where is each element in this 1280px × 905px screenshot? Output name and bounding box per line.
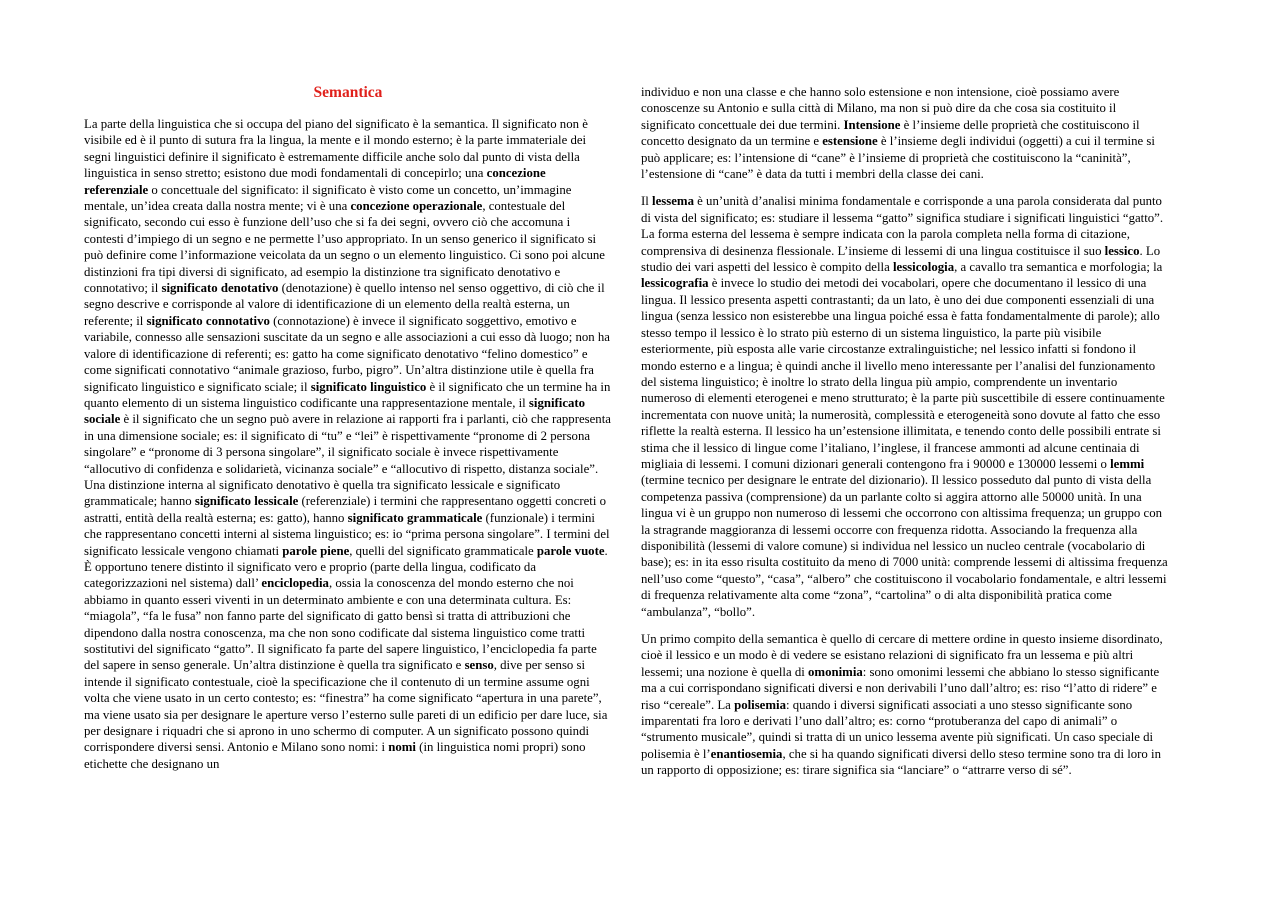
paragraph xyxy=(84,116,612,772)
bold-term: senso xyxy=(464,658,494,673)
bold-term: nomi xyxy=(388,740,416,755)
left-column-body xyxy=(84,116,612,772)
text-run: , ossia la conoscenza del mondo esterno che noi abbiamo in quanto esseri viventi in un determinato ambiente e con una determinata cultura. Es: “miagola”, “fa le fusa” non fanno parte del significato di gatto bensì si tratta di attribuzioni che dipendono dalla nostra conoscenza, ma che non sono codificate dal sistema linguistico come tratti sostitutivi del significato “gatto”. Il significato fa parte del sapere linguistico, l’enciclopedia fa parte del sapere in senso generale. Un’altra distinzione è quella tra significato e xyxy=(84,576,597,673)
text-run: : quando i diversi significati associati a uno stesso significante sono imparentati fra loro e derivati l’uno dall’altro; es: corno “protuberanza del capo di animali” o “strumento musicale”, quindi si tratta di un unico lessema avente più significati. Un caso speciale di polisemia è l’ xyxy=(641,697,1154,761)
bold-term: significato connotativo xyxy=(146,313,270,328)
bold-term: parole vuote xyxy=(536,543,605,558)
bold-term: significato linguistico xyxy=(310,379,427,394)
right-column-body xyxy=(641,84,1169,779)
text-run: , a cavallo tra semantica e morfologia; la xyxy=(954,260,1163,275)
text-run: , quelli del significato grammaticale xyxy=(349,543,537,558)
text-run: è l’insieme delle proprietà che costituiscono il concetto designato da un termine e xyxy=(641,117,1140,149)
text-run: , dive per senso si intende il significato contestuale, cioè la specificazione che il contenuto di un termine assume ogni volta che viene usato in un certo contesto; es: “finestra” ha come significato “apertura in una parete”, ma viene usato sia per designare le aperture verso l’esterno sulle pareti di un edificio per dare luce, sia per designare i riquadri che si aprono in uno schermo di computer. A un significato possono quindi corrispondere diversi sensi. Antonio e Milano sono nomi: i xyxy=(84,658,608,755)
bold-term: enciclopedia xyxy=(261,576,329,591)
bold-term: polisemia xyxy=(734,697,786,712)
text-run: è il significato che un termine ha in quanto elemento di un sistema linguistico codificante una rappresentazione mentale, il xyxy=(84,379,611,410)
bold-term: parole piene xyxy=(282,543,350,558)
bold-term: omonimia xyxy=(808,664,863,679)
bold-term: lessicografia xyxy=(641,276,709,291)
bold-term: significato sociale xyxy=(84,395,586,427)
bold-term: concezione referenziale xyxy=(84,166,546,197)
text-run: (connotazione) è invece il significato soggettivo, emotivo e variabile, connesso alle sensazioni suscitate da un segno e alle associazioni a cui esso dà luogo; non ha valore di identificazione di referenti; es: gatto ha come significato denotativo “felino domestico” e come significati connotativo “animale grazioso, furbo, pigro”. Un’altra distinzione utile è quella fra significato linguistico e significato sciale; il xyxy=(84,313,610,394)
page-title: Semantica xyxy=(313,84,383,101)
bold-term: significato lessicale xyxy=(194,494,299,509)
bold-term: lessicologia xyxy=(892,260,955,275)
bold-term: concezione operazionale xyxy=(350,199,483,214)
text-run: o concettuale del significato: il significato è visto come un concetto, un’immagine mentale, un’idea creata dalla nostra mente; vi è una xyxy=(84,182,572,214)
text-run: è l’insieme degli individui (oggetti) a cui il termine si può applicare; es: l’intensione di “cane” è l’insieme di proprietà che costituiscono la “caninità”, l’estensione di “cane” è data da tutti i membri della classe dei cani. xyxy=(641,134,1155,182)
bold-term: lessema xyxy=(652,194,694,209)
text-run: è il significato che un segno può avere in relazione ai rapporti fra i parlanti, ciò che rappresenta in una dimensione sociale; es: il significato di “tu” e “lei” è rispettivamente “pronome di 2 persona singolare” e “pronome di 3 persona singolare”, il significato sociale è invece rispettivamente “allocutivo di confidenza e solidarietà, vicinanza sociale” e “allocutivo di rispetto, distanza sociale”. Una distinzione interna al significato denotativo è quella tra significato lessicale e significato grammaticale; hanno xyxy=(84,412,611,509)
right-column xyxy=(641,84,1169,790)
text-run: . È opportuno tenere distinto il significato vero e proprio (parte della lingua, codificato da categorizzazioni nel sistema) dall’ xyxy=(84,543,608,591)
text-run: (denotazione) è quello intenso nel senso oggettivo, di ciò che il segno descrive e corrisponde al valore di identificazione di un elemento della realtà esterna, un referente; il xyxy=(84,281,605,328)
paragraph xyxy=(641,193,1169,620)
text-run: , che si ha quando significati diversi dello steso termine sono tra di loro in un rapporto di opposizione; es: tirare significa sia “lanciare” o “attrarre verso di sé”. xyxy=(641,746,1161,778)
text-run: (funzionale) i termini che rappresentano concetti interni al sistema linguistico; es: io “prima persona singolare”. I termini del significato lessicale vengono chiamati xyxy=(84,510,610,558)
paragraph xyxy=(641,631,1169,779)
text-run: è invece lo studio dei metodi dei vocabolari, opere che documentano il lessico di una lingua. Il lessico presenta aspetti contrastanti; da un lato, è uno dei due componenti essenziali di una lingua (senza lessico non esisterebbe una lingua poiché essa è fatta fondamentalmente di parole); allo stesso tempo il lessico è lo strato più esterno di un sistema linguistico, la parte più visibile esteriormente, più esposta alle varie circostanze extralinguistiche; nel lessico infatti si fondono il mondo esterno e a lingua; è quindi anche il livello meno interessante per l’analisi del funzionamento del sistema linguistico; è inoltre lo strato della lingua più ampio, comprendente un inventario numeroso di elementi eterogenei e meno strutturato; è la parte più suscettibile di essere continuamente incrementata con nuove unità; la numerosità, complessità e eterogeneità sono dovute al fatto che esso riflette la realtà esterna. Il lessico ha un’estensione illimitata, e tenendo conto delle possibili entrate si stima che il lessico di lingue come l’italiano, l’inglese, il francese ammonti ad alcune centinaia di migliaia di lessemi. I comuni dizionari generali contengono fra i 90000 e 130000 lessemi o xyxy=(641,276,1165,471)
text-run: è un’unità d’analisi minima fondamentale e corrisponde a una parola considerata dal punto di vista del significato; es: studiare il lessema “gatto” significa studiare i significati linguistici “gatto”. La forma esterna del lessema è sempre indicata con la parola completa nella forma di citazione, comprensiva di desinenza flessionale. L’insieme di lessemi di una lingua costituisce il suo xyxy=(641,194,1164,258)
bold-term: significato grammaticale xyxy=(347,510,483,525)
text-run: , contestuale del significato, secondo cui esso è funzione dell’uso che si fa dei segni, ovvero ciò che accomuna i contesti d’impiego di un segno e ne permette l’uso appropriato. In un senso generico il significato si può definire come l’informazione veicolata da un segno o un elemento linguistico. Ci sono poi alcune distinzioni fra tipi diversi di significato, ad esempio la distinzione tra significato denotativo e connotativo; il xyxy=(84,199,605,296)
bold-term: enantiosemia xyxy=(710,746,783,761)
bold-term: Intensione xyxy=(843,117,901,132)
text-run: La parte della linguistica che si occupa del piano del significato è la semantica. Il significato non è visibile ed è il punto di sutura fra la lingua, la mente e il mondo esterno; è la parte immateriale dei segni linguistici definire il significato è estremamente difficile anche solo dal punto di vista della linguistica in senso stretto; esistono due modi fondamentali di concepirlo; una xyxy=(84,117,588,181)
paragraph xyxy=(641,84,1169,182)
bold-term: lemmi xyxy=(1110,456,1145,471)
text-run: individuo e non una classe e che hanno solo estensione e non intensione, cioè possiamo avere conoscenze su Antonio e sulla città di Milano, ma non si può dire da che cosa sia costituito il significato concettuale dei due termini. xyxy=(641,85,1120,132)
text-run: (termine tecnico per designare le entrate del dizionario). Il lessico posseduto dal punto di vista della competenza passiva (comprensione) da un parlante colto si aggira attorno alle 50000 unità. In una lingua vi è un gruppo non numeroso di lessemi che occorrono con altissima frequenza; un gruppo con la stragrande maggioranza di lessemi occorre con frequenza ridotta. Associando la frequenza alla disponibilità (lessemi di valore comune) si individua nel lessico un nucleo centrale (vocabolario di base); es: in ita esso risulta costituito da meno di 7000 unità: comprende lessemi di altissima frequenza nell’uso come “questo”, “casa”, “albero” che costituiscono il vocabolario fondamentale, e altri lessemi di frequenza relativamente alta come “zona”, “cartolina” o di alta disponibilità pratica come “ambulanza”, “bollo”. xyxy=(641,473,1168,619)
bold-term: estensione xyxy=(822,134,878,149)
text-run: : sono omonimi lessemi che abbiano lo stesso significante ma a cui corrispondano significati diversi e non derivabili l’uno dall’altro; es: riso “l’atto di ridere” e riso “cereale”. La xyxy=(641,664,1160,712)
left-column xyxy=(84,84,612,783)
text-run: (in linguistica nomi propri) sono etichette che designano un xyxy=(84,740,586,771)
text-run: (referenziale) i termini che rappresentano oggetti concreti o astratti, entità della realtà esterna; es: gatto), hanno xyxy=(84,494,606,525)
bold-term: lessico xyxy=(1104,243,1140,258)
text-run: . Lo studio dei vari aspetti del lessico è compito della xyxy=(641,243,1161,275)
text-run: Un primo compito della semantica è quello di cercare di mettere ordine in questo insieme disordinato, cioè il lessico e un modo è di vedere se esistano relazioni di significato fra un lessema e più altri lessemi; una nozione è quella di xyxy=(641,632,1163,679)
text-run: Il xyxy=(641,194,653,209)
bold-term: significato denotativo xyxy=(161,281,279,296)
